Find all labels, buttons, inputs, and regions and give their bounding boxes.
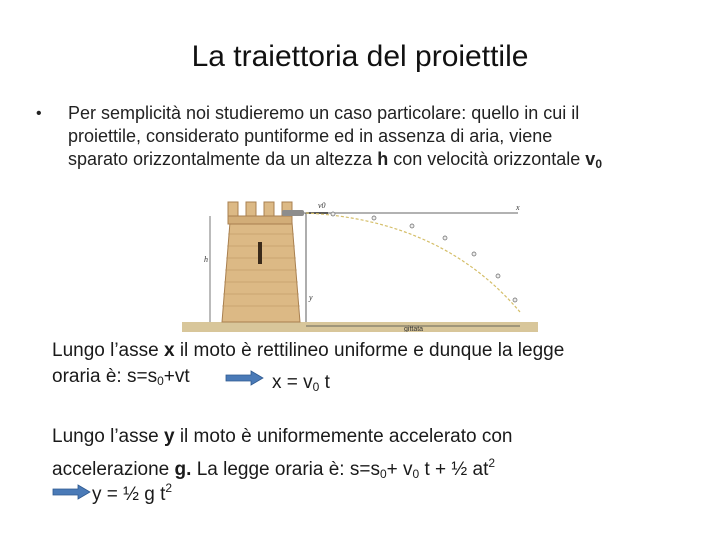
v0-label: v0 (318, 201, 326, 210)
bullet-v-symbol: $v_0$ (585, 149, 602, 171)
para1-law-b: +vt (163, 366, 190, 387)
bullet-marker: • (36, 105, 42, 122)
bullet-line-2: proiettile, considerato puntiforme ed in assenza di aria, viene (68, 126, 553, 146)
para1-law-a: oraria è: s=s (52, 366, 158, 387)
bullet-line-1: Per semplicità noi studieremo un caso particolare: quello in cui il (68, 103, 580, 123)
para2-text-accel: accelerazione (52, 459, 175, 480)
trajectory-points (331, 212, 517, 302)
bullet-h-symbol: h (377, 149, 389, 169)
arrow-right-icon (225, 370, 265, 386)
x-equation: $x = v_0$ t (272, 372, 330, 394)
projectile-figure (182, 182, 538, 332)
gittata-label: gittata (404, 326, 424, 332)
bullet-line-3-pre: sparato orizzontalmente da un altezza (68, 149, 378, 169)
ground (182, 322, 538, 332)
bullet-text (68, 102, 688, 176)
para1-text-a: Lungo l’asse (52, 340, 164, 361)
para2-text-a: Lungo l’asse (52, 426, 164, 447)
para1-x-symbol: x (163, 340, 175, 361)
tower (222, 202, 300, 322)
paragraph-y-motion: Lungo l’asse y il moto è uniformemente accelerato con accelerazione g. La legge oraria è: $s=s_0+ v_0$ t + ½ $at^2$ (52, 426, 513, 481)
cannon (282, 210, 304, 216)
h-label: h (204, 255, 208, 264)
para1-text-c: il moto è rettilineo uniforme e dunque la legge (174, 340, 565, 361)
para2-g-symbol: g. (174, 459, 192, 480)
bullet-line-3-mid: con velocità orizzontale (388, 149, 586, 169)
x-axis-label: x (516, 203, 520, 212)
slide-title: La traiettoria del proiettile (191, 40, 529, 73)
para2-text-c: il moto è uniformemente accelerato con (174, 426, 513, 447)
paragraph-x-motion (52, 338, 692, 394)
para2-law-a: La legge oraria è: s=s (191, 459, 380, 480)
arrow-right-icon (52, 484, 92, 500)
y-axis-label: y (309, 293, 313, 302)
para2-y-symbol: y (163, 426, 175, 447)
y-equation: y = ½ g $t^2$ (92, 481, 173, 505)
para1-law-sub: 0 (157, 374, 164, 388)
